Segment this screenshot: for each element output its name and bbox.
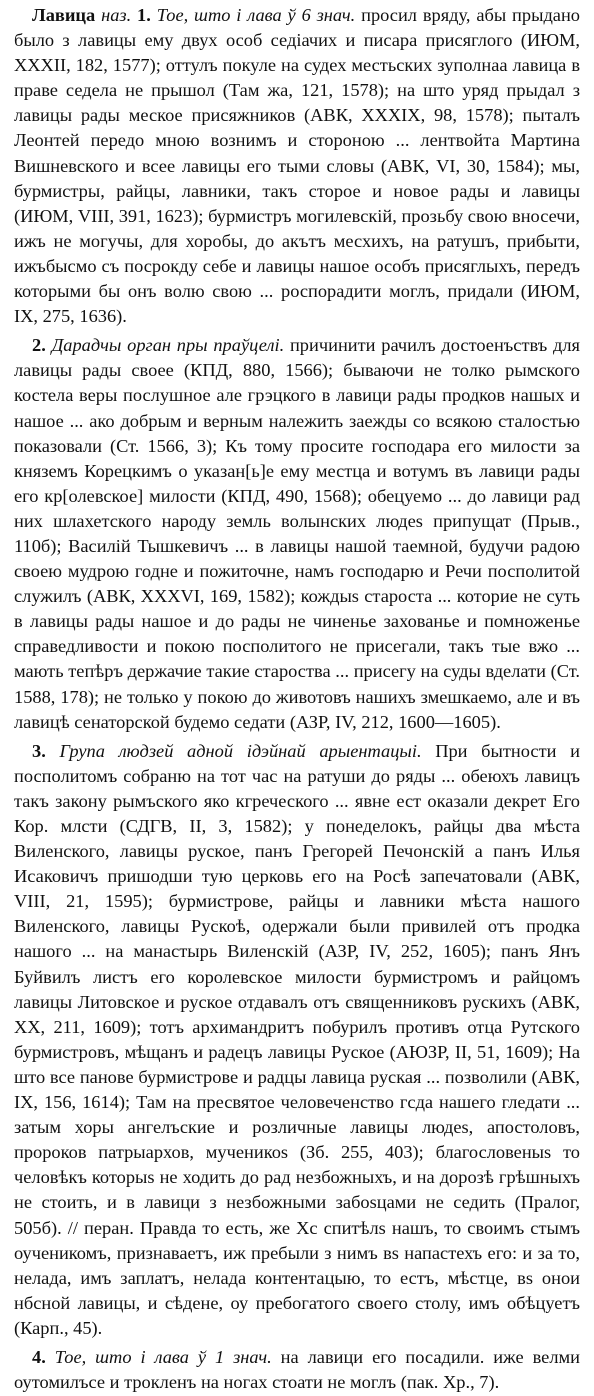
sense-number: 3. xyxy=(32,740,46,761)
headword: Лавица xyxy=(32,5,96,25)
sense-definition: Тое, што і лава ў 1 знач. xyxy=(54,1346,272,1367)
sense-4 xyxy=(14,1345,580,1395)
sense-number: 2. xyxy=(32,335,46,356)
sense-citations: просил вряду, абы прыдано было з лавицы ему двух особ седіачих и писара присяглого (ИЮМ, XXXII, 182, 1577); оттулъ покуле на судех местьских зуполнаа лавица в праве седела не прышол (Там жа, 121, 1578); на што уряд прыдал з лавицы рады меское присяжников (АВК, XXXIX, 98, 1578); пыталъ Леонтей передо мною вознимъ и стороною ... лентвойта Мартина Вишневского и всее лавицы его тыми словы (АВК, VI, 30, 1584); мы, бурмистры, райцы, лавники, такъ сторое и новое рады и лавицы (ИЮМ, VIII, 391, 1623); бурмистръ могилевскій, прозьбу свою вносечи, ижъ не могучы, для хоробы, до акътъ месхихъ, на ратушъ, прибыти, ижъбысмо съ посрокду себе и лавицы нашое особъ присяглыхъ, передъ которыми бы онъ волю свою ... роспорадити моглъ, придали (ИЮМ, IX, 275, 1636). xyxy=(14,5,581,327)
sense-number: 4. xyxy=(32,1346,46,1367)
sense-1 xyxy=(14,3,580,329)
sense-definition: Група людзей адной ідэйнай арыентацыі. xyxy=(59,740,422,761)
part-of-speech: наз. xyxy=(101,5,132,25)
sense-number: 1. xyxy=(137,5,151,25)
sense-3 xyxy=(14,739,580,1341)
sense-citations: на лавици его посадили. иже велми оутомилъсе и трокленъ на ногах стоати не моглъ (пак. Хр., 7). xyxy=(14,1346,581,1393)
sense-definition: Тое, што і лава ў 6 знач. xyxy=(156,5,356,25)
sense-2 xyxy=(14,333,580,735)
sense-citations: При бытности и посполитомъ собраню на тот час на ратуши до ряды ... обеюхъ лавицъ такъ закону рымъского яко кгреческого ... явне ест оказали декрет Его Кор. млсти (СДГВ, II, 3, 1582); у понеделокъ, райцы два мѣста Виленского, лавицы руское, панъ Грегорей Печонскій а панъ Илья Исаковичъ пришодши тую церковь его на Росѣ запечатовали (АВК, VIII, 21, 1595); бурмистрове, райцы и лавники мѣста нашого Виленского, лавицы Рускоѣ, одержали были привилей отъ продка нашого ... на манастырь Виленскій (АЗР, IV, 252, 1605); панъ Янъ Буйвилъ листъ его королевское милости бурмистромъ и райцомъ лавицы Литовское и руское отдавалъ отъ священниковъ рускихъ (АВК, XX, 211, 1609); тотъ архимандритъ побурилъ противъ отца Рутского бурмистровъ, мѣщанъ и радецъ лавицы Руское (АЮЗР, II, 51, 1609); На што все панове бурмистрове и радцы лавица руская ... позволили (АВК, IX, 156, 1614); Там на пресвятое человеченство гсда нашего гледати ... затым хоры ангелъские и розличные лавицы людеѕ, апостоловъ, пророков патрыархов, мученикоѕ (Зб. 255, 403); благословеныѕ то человѣкъ которыѕ не ходить до рад незбожныхъ, и на дорозѣ грѣшныхъ не стоить, и в лавици з незбожными забоѕцами не седить (Пралог, 505б). // перан. Правда то есть, же Хс спитѣлѕ нашъ, то своимъ стымъ оученикомъ, признаваетъ, иж пребыли з нимъ вѕ напастехъ его: и за то, нелада, имъ заплатъ, нелада контентацыю, то естъ, мѣстце, вѕ онои нбсной лавицы, и сѣдене, оу пребогатого своего столу, имъ обѣцуетъ (Карп., 45). xyxy=(14,740,580,1338)
sense-citations: причинити рачилъ достоенъствъ для лавицы рады своее (КПД, 880, 1566); бываючи не толко рымского костела веры послушное але грэцкого в лавици рады продков нашых и нашое ... ако добрым и верным належить заежды со всякою сталостью показовали (Ст. 1566, 3); Къ тому просите господара его милости за княземъ Корецкимъ о указан[ь]е ему местца и вотумъ въ лавици рады его кр[олевское] милости (КПД, 490, 1568); обецуемо ... до лавици рад ниx шлахетского народу земль волынских людеѕ припущат (Прыв., 110б); Василій Тышкевичъ ... в лавицы нашой таемной, будучи радою своею мудрою годне и пожиточне, намъ господарю и Речи посполитой служилъ (АВК, XXXVI, 169, 1582); кождыѕ староста ... которие не суть в лавицы рады нашое и до рады не чиненье захованье и помноженье справедливости и покою посполитого не присегали, такъ тые вжо ... мають тепѣръ держачие такие староства ... присегу на суды вделати (Ст. 1588, 178); не только у покою до животовъ нашихъ змешкаемо, але и въ лавицѣ сенаторской будемо седати (АЗР, IV, 212, 1600—1605). xyxy=(14,335,580,732)
sense-definition: Дарадчы орган пры праўцелі. xyxy=(51,335,285,356)
